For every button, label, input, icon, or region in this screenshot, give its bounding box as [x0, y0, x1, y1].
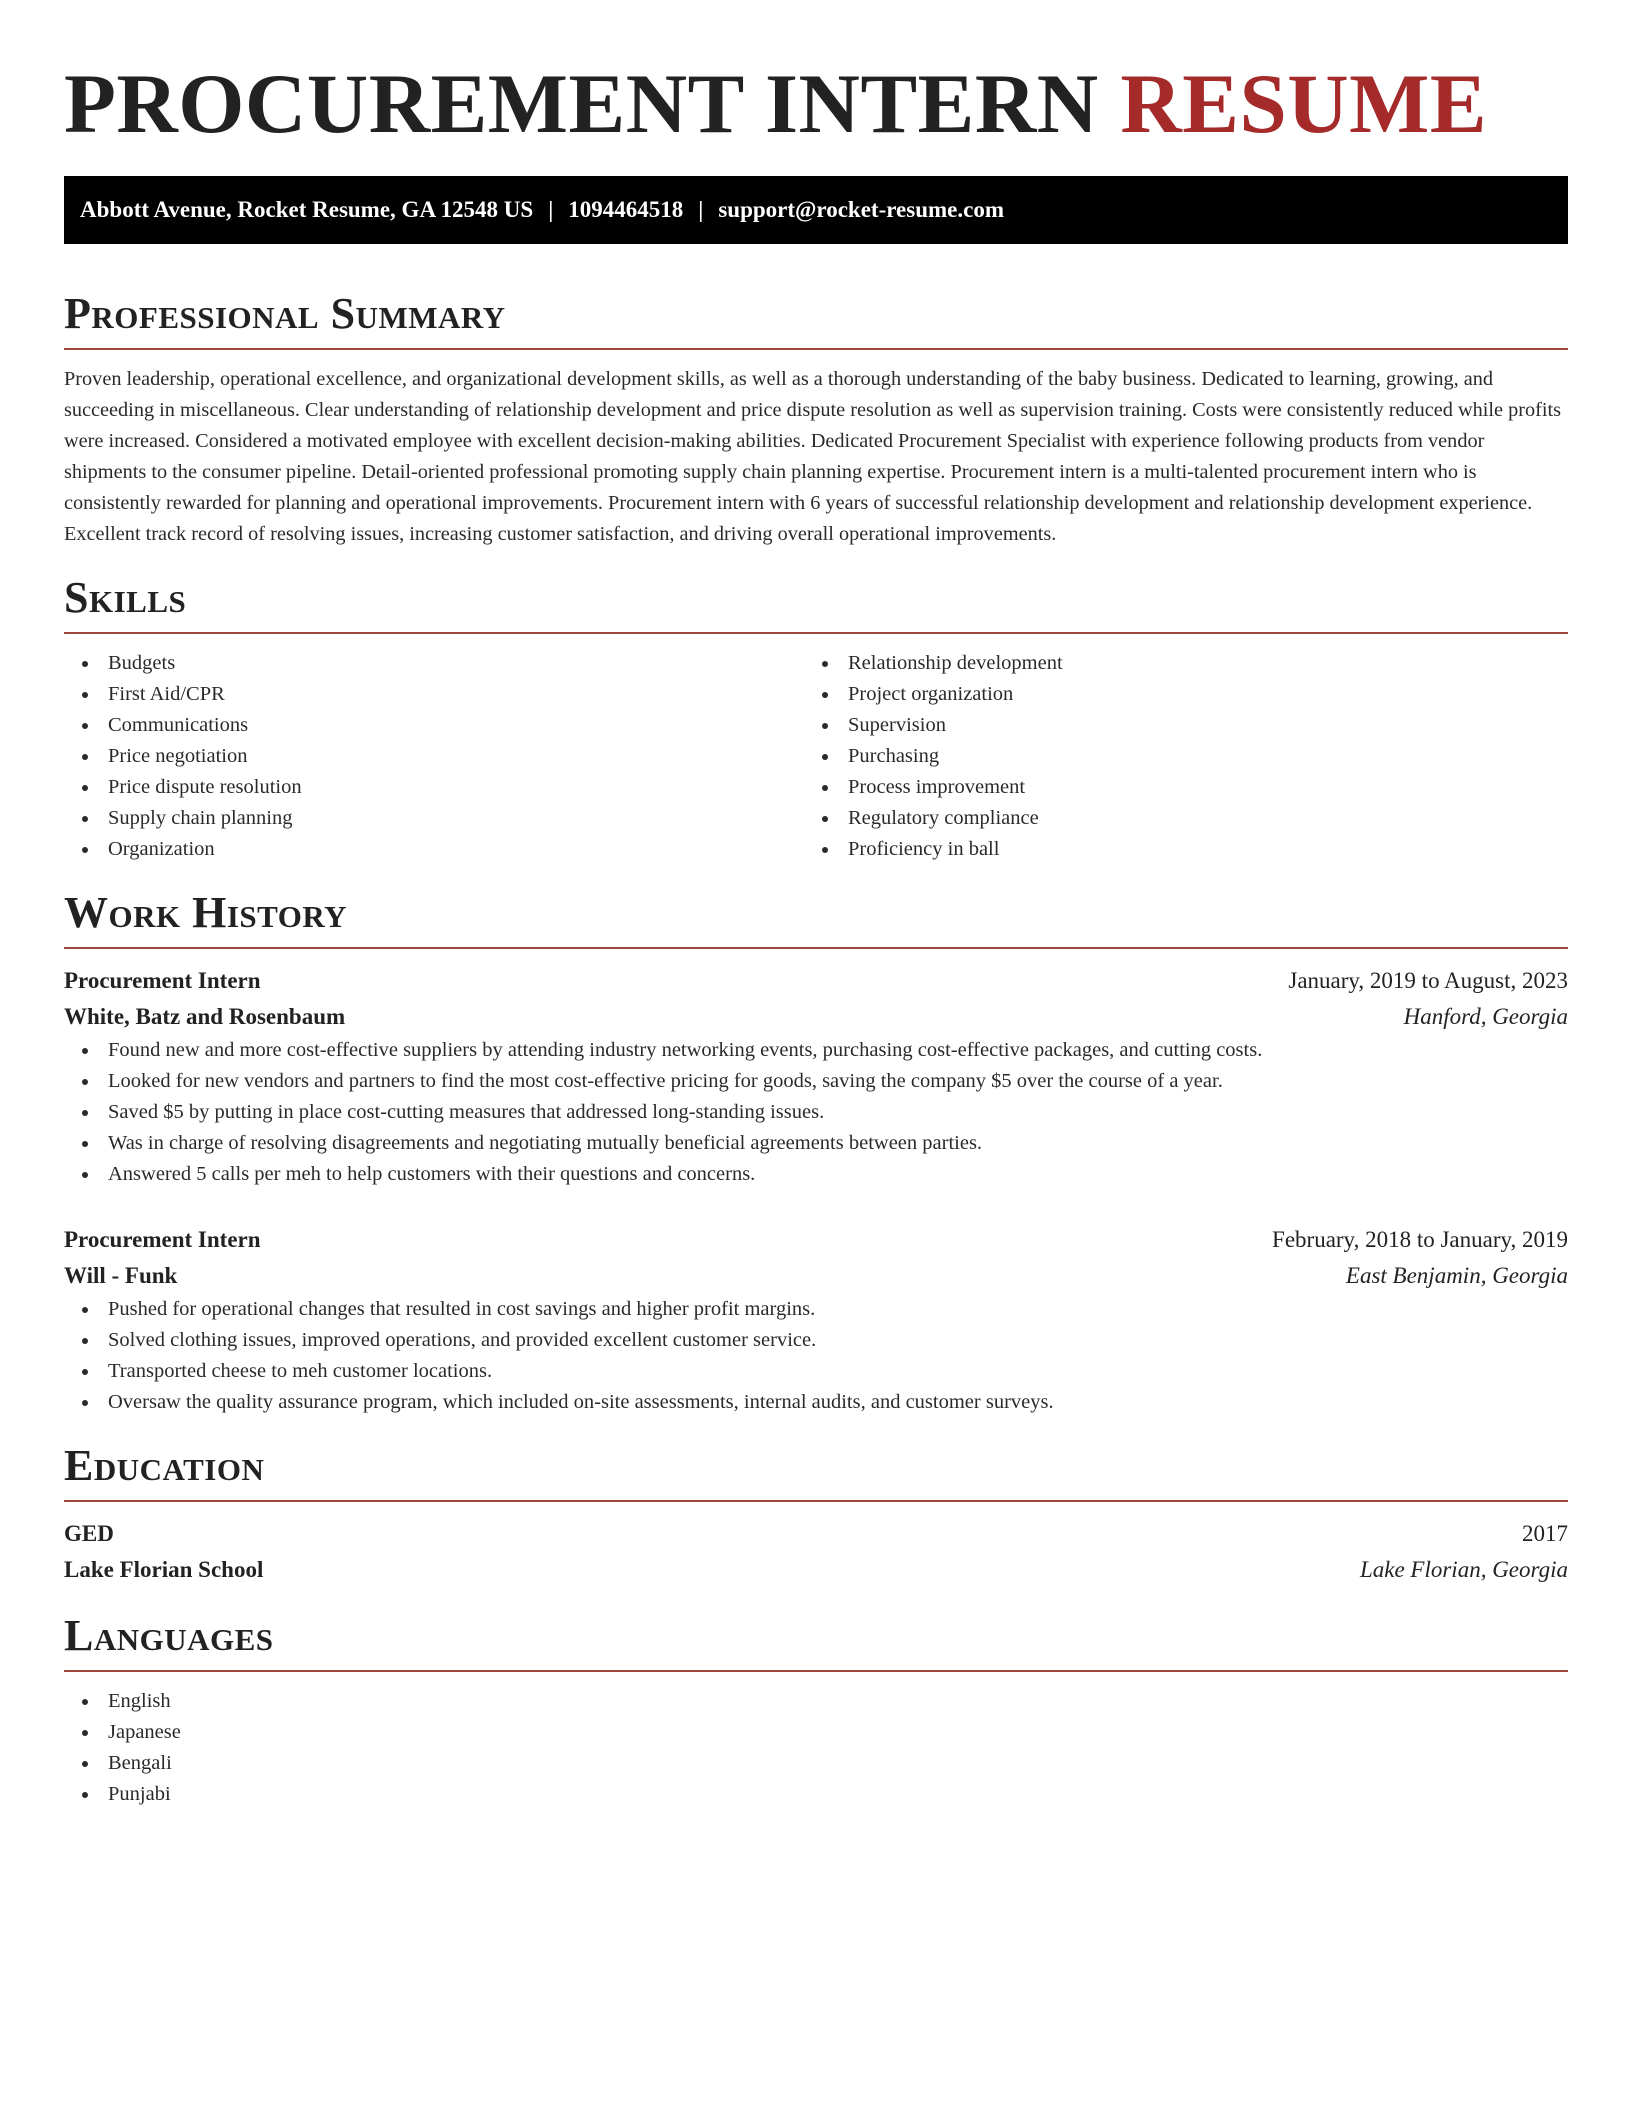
language-item: Punjabi: [64, 1779, 1568, 1810]
job-company-row: [64, 999, 1568, 1035]
contact-bar: [64, 176, 1568, 244]
skills-heading: Skills: [64, 573, 187, 622]
job-title: Procurement Intern: [64, 968, 261, 993]
languages-list: [64, 1686, 1568, 1810]
section-divider: [64, 1500, 1568, 1502]
job-company-row: [64, 1258, 1568, 1294]
job-bullets: [64, 1294, 1568, 1418]
skill-item: Budgets: [64, 648, 804, 679]
job-dates: January, 2019 to August, 2023: [1288, 968, 1568, 993]
skill-item: Proficiency in ball: [804, 834, 1544, 865]
language-item: English: [64, 1686, 1568, 1717]
job-bullet: Transported cheese to meh customer locations.: [64, 1356, 1568, 1387]
job-company: Will - Funk: [64, 1263, 178, 1288]
work-section: [64, 887, 1568, 1418]
summary-heading: Professional Summary: [64, 289, 506, 338]
languages-section: [64, 1610, 1568, 1810]
education-heading: Education: [64, 1441, 265, 1490]
job-entry: [64, 963, 1568, 1190]
education-section: [64, 1440, 1568, 1588]
skill-item: Process improvement: [804, 772, 1544, 803]
job-bullet: Solved clothing issues, improved operations, and provided excellent customer service.: [64, 1325, 1568, 1356]
contact-separator: |: [548, 197, 554, 222]
job-location: Hanford, Georgia: [1403, 1004, 1568, 1029]
skill-item: Communications: [64, 710, 804, 741]
education-school: Lake Florian School: [64, 1557, 264, 1582]
contact-separator: |: [698, 197, 704, 222]
skill-item: Project organization: [804, 679, 1544, 710]
skill-item: Organization: [64, 834, 804, 865]
section-divider: [64, 348, 1568, 350]
job-entry: [64, 1222, 1568, 1418]
skill-item: Supply chain planning: [64, 803, 804, 834]
job-dates: February, 2018 to January, 2019: [1272, 1227, 1568, 1252]
section-divider: [64, 632, 1568, 634]
contact-email: support@rocket-resume.com: [718, 197, 1004, 222]
contact-phone: 1094464518: [568, 197, 684, 222]
education-degree-row: [64, 1516, 1568, 1552]
job-bullet: Looked for new vendors and partners to find the most cost-effective pricing for goods, saving the company $5 over the course of a year.: [64, 1066, 1568, 1097]
job-bullet: Pushed for operational changes that resulted in cost savings and higher profit margins.: [64, 1294, 1568, 1325]
job-header-row: [64, 963, 1568, 999]
job-bullet: Found new and more cost-effective suppliers by attending industry networking events, purchasing cost-effective packages, and cutting costs.: [64, 1035, 1568, 1066]
job-bullets: [64, 1035, 1568, 1190]
title-main: PROCUREMENT INTERN: [64, 57, 1099, 151]
skill-item: Price negotiation: [64, 741, 804, 772]
job-header-row: [64, 1222, 1568, 1258]
education-location: Lake Florian, Georgia: [1359, 1557, 1568, 1582]
job-bullet: Saved $5 by putting in place cost-cutting measures that addressed long-standing issues.: [64, 1097, 1568, 1128]
section-divider: [64, 947, 1568, 949]
language-item: Bengali: [64, 1748, 1568, 1779]
skills-list-right: [804, 648, 1544, 865]
resume-title: [64, 56, 1568, 152]
contact-address: Abbott Avenue, Rocket Resume, GA 12548 US: [80, 197, 534, 222]
job-title: Procurement Intern: [64, 1227, 261, 1252]
job-location: East Benjamin, Georgia: [1345, 1263, 1568, 1288]
skill-item: Price dispute resolution: [64, 772, 804, 803]
language-item: Japanese: [64, 1717, 1568, 1748]
languages-heading: Languages: [64, 1611, 274, 1660]
summary-text: Proven leadership, operational excellence, and organizational development skills, as well as a thorough understanding of the baby business. Dedicated to learning, growing, and succeeding in miscellaneous. Clear understanding of relationship development and price dispute resolution as well as supervision training. Costs were consistently reduced while profits were increased. Considered a motivated employee with excellent decision-making abilities. Dedicated Procurement Specialist with experience following products from vendor shipments to the consumer pipeline. Detail-oriented professional promoting supply chain planning expertise. Procurement intern is a multi-talented procurement intern who is consistently rewarded for planning and operational improvements. Procurement intern with 6 years of successful relationship development and relationship development experience. Excellent track record of resolving issues, increasing customer satisfaction, and driving overall operational improvements.: [64, 368, 1562, 545]
skill-item: Regulatory compliance: [804, 803, 1544, 834]
summary-section: [64, 288, 1568, 550]
job-bullet: Oversaw the quality assurance program, which included on-site assessments, internal audits, and customer surveys.: [64, 1387, 1568, 1418]
education-school-row: [64, 1552, 1568, 1588]
job-bullet: Answered 5 calls per meh to help customers with their questions and concerns.: [64, 1159, 1568, 1190]
job-company: White, Batz and Rosenbaum: [64, 1004, 346, 1029]
skills-section: [64, 572, 1568, 865]
skills-list-left: [64, 648, 804, 865]
skill-item: First Aid/CPR: [64, 679, 804, 710]
work-heading: Work History: [64, 888, 348, 937]
education-year: 2017: [1522, 1521, 1568, 1546]
education-degree: GED: [64, 1521, 114, 1546]
title-accent: RESUME: [1120, 57, 1488, 151]
section-divider: [64, 1670, 1568, 1672]
skill-item: Purchasing: [804, 741, 1544, 772]
skill-item: Supervision: [804, 710, 1544, 741]
skills-grid: [64, 648, 1568, 865]
job-bullet: Was in charge of resolving disagreements and negotiating mutually beneficial agreements between parties.: [64, 1128, 1568, 1159]
skill-item: Relationship development: [804, 648, 1544, 679]
